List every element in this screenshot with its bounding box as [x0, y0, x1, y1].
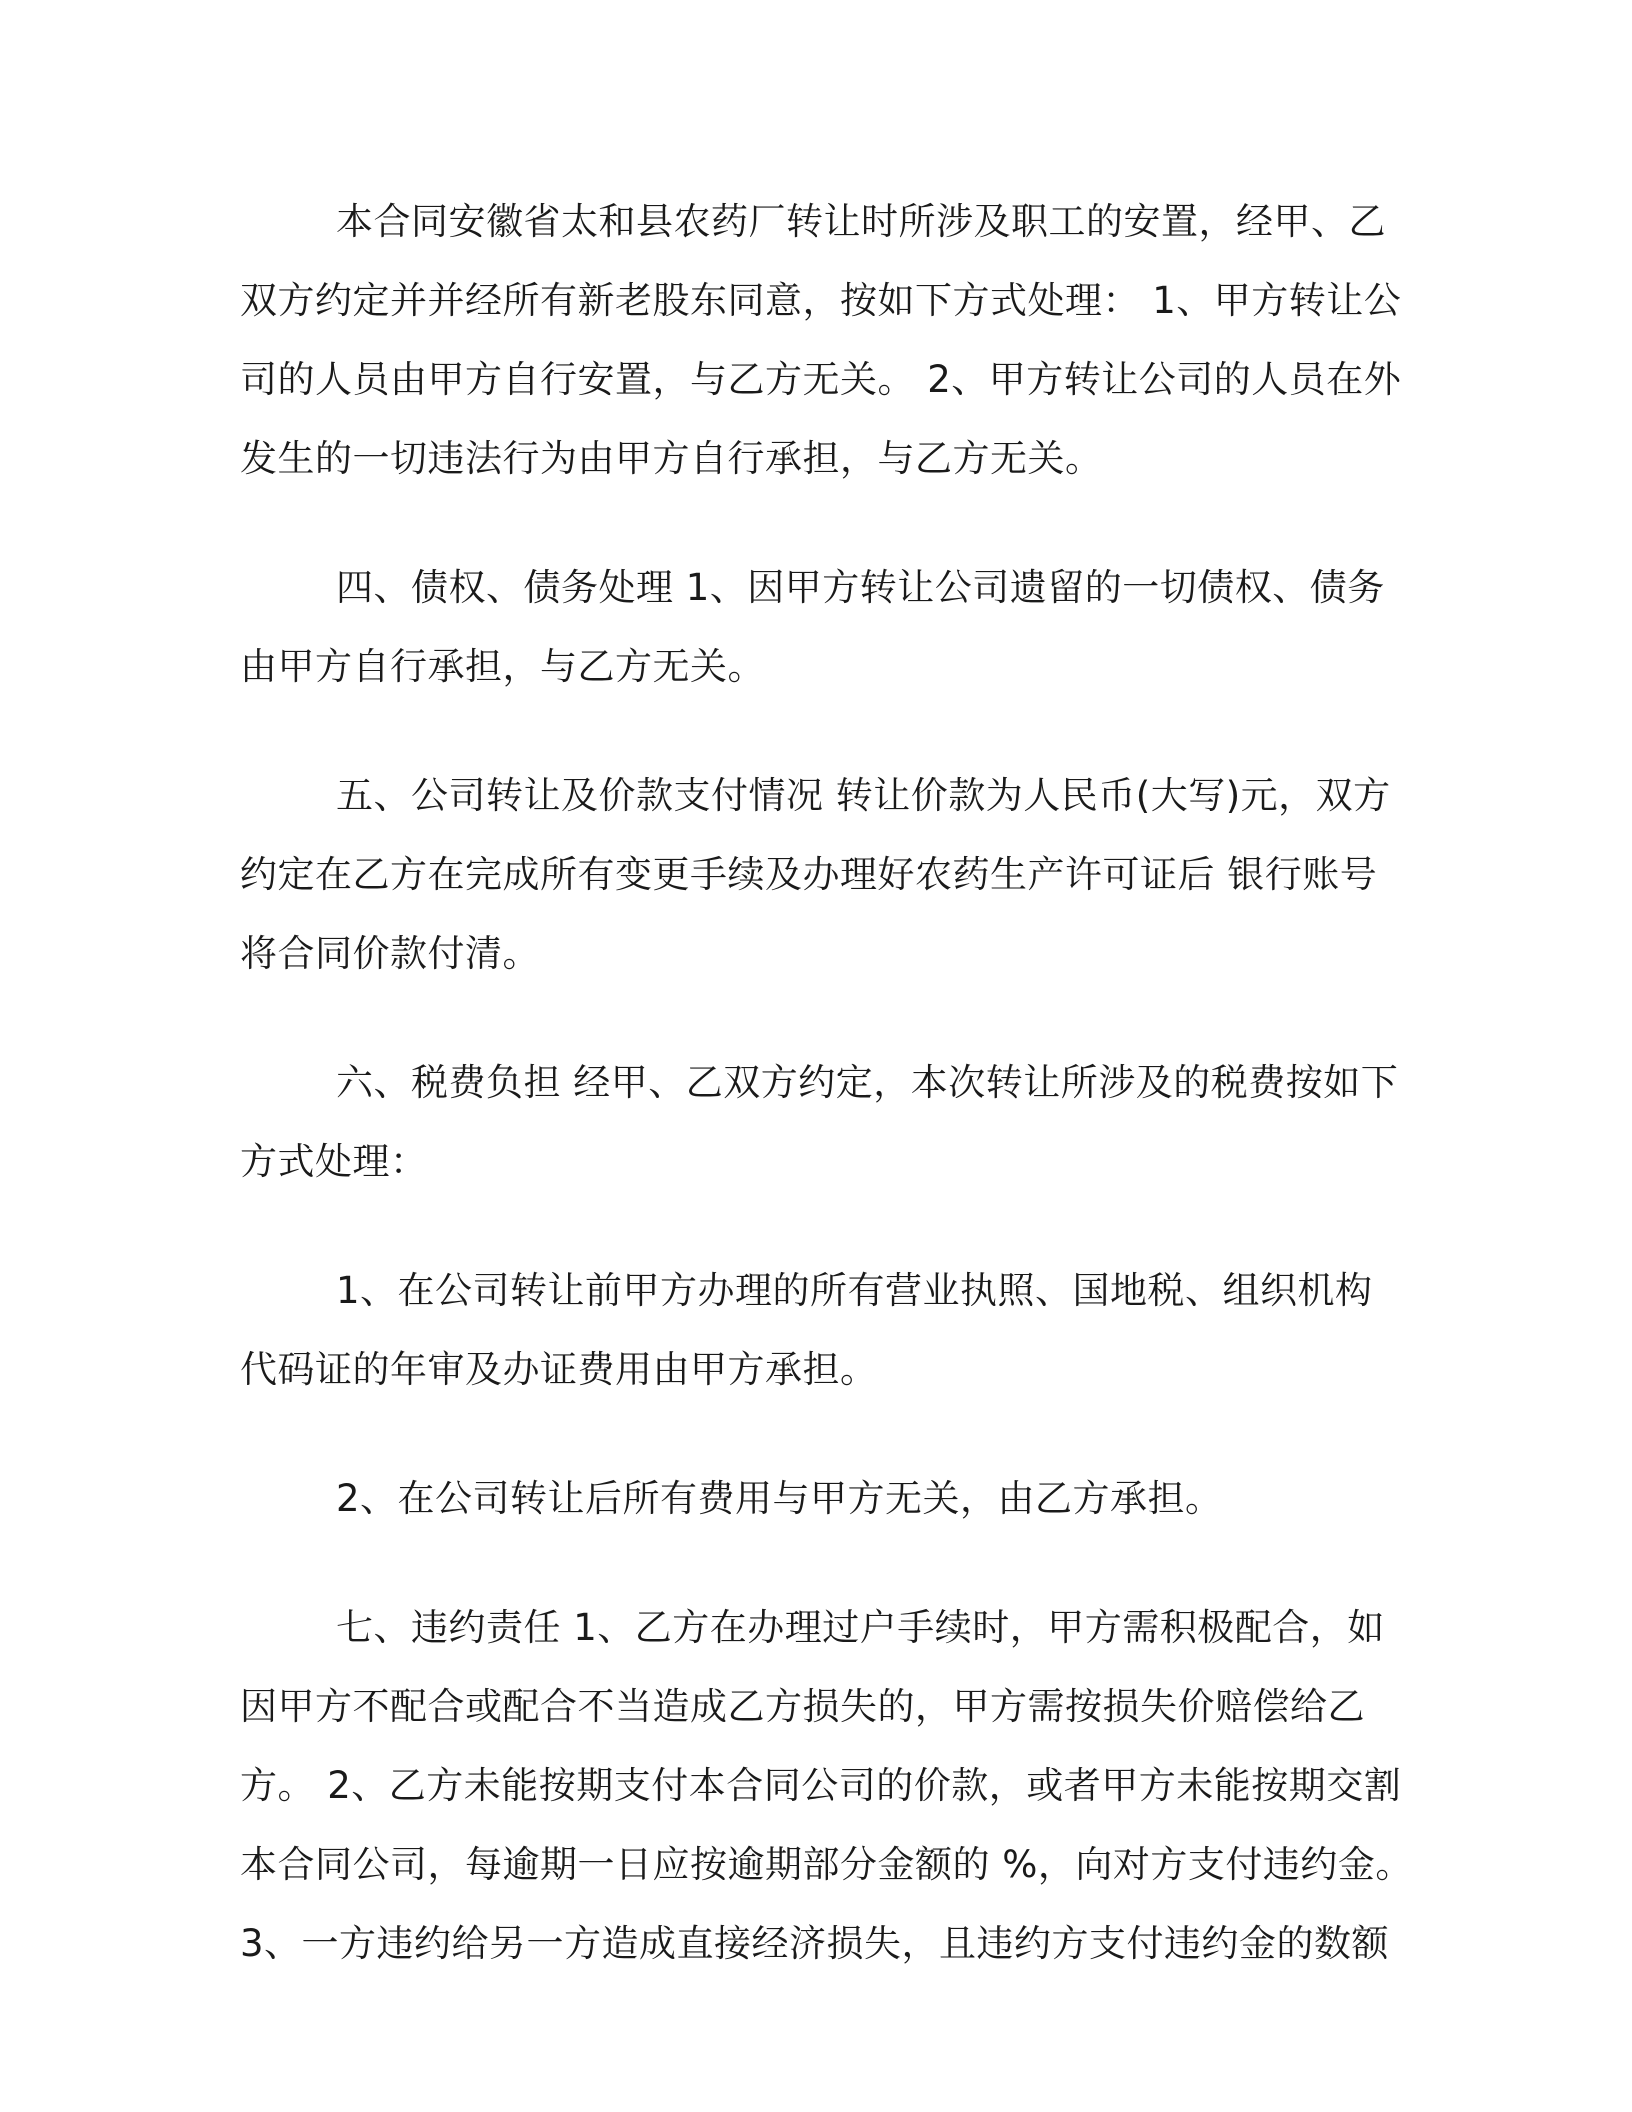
paragraph-breach-liability [240, 1588, 1413, 1983]
paragraph-tax-item-1 [240, 1251, 1392, 1409]
text-line: 本合同安徽省太和县农药厂转让时所涉及职工的安置，经甲、乙 [336, 200, 1386, 243]
paragraph-transfer-payment [240, 756, 1392, 993]
text-line: 约定在乙方在完成所有变更手续及办理好农药生产许可证后 银行账号 [240, 853, 1378, 896]
paragraph-tax-item-2 [240, 1459, 1392, 1538]
text-line: 六、税费负担 经甲、乙双方约定，本次转让所涉及的税费按如下 [336, 1061, 1399, 1104]
text-line: 由甲方自行承担，与乙方无关。 [240, 645, 765, 688]
text-line: 发生的一切违法行为由甲方自行承担，与乙方无关。 [240, 437, 1103, 480]
paragraph-tax-burden [240, 1043, 1399, 1201]
paragraph-gap [240, 993, 1392, 1043]
text-line: 2、在公司转让后所有费用与甲方无关，由乙方承担。 [336, 1477, 1223, 1520]
paragraph-gap [240, 1201, 1392, 1251]
document-body [240, 182, 1413, 1983]
text-line: 七、违约责任 1、乙方在办理过户手续时，甲方需积极配合，如 [336, 1606, 1385, 1649]
text-line: 本合同公司，每逾期一日应按逾期部分金额的 %，向对方支付违约金。 [240, 1843, 1413, 1886]
paragraph-gap [240, 498, 1392, 548]
paragraph-debt-handling [240, 548, 1392, 706]
paragraph-gap [240, 1409, 1392, 1459]
text-line: 将合同价款付清。 [240, 932, 540, 975]
paragraph-gap [240, 706, 1392, 756]
paragraph-staff-placement [240, 182, 1402, 498]
paragraph-gap [240, 1538, 1392, 1588]
text-line: 因甲方不配合或配合不当造成乙方损失的，甲方需按损失价赔偿给乙 [240, 1685, 1365, 1728]
text-line: 3、一方违约给另一方造成直接经济损失，且违约方支付违约金的数额 [240, 1922, 1390, 1965]
text-line: 四、债权、债务处理 1、因甲方转让公司遗留的一切债权、债务 [336, 566, 1385, 609]
text-line: 司的人员由甲方自行安置，与乙方无关。 2、甲方转让公司的人员在外 [240, 358, 1402, 401]
text-line: 五、公司转让及价款支付情况 转让价款为人民币(大写)元，双方 [336, 774, 1391, 817]
text-line: 方。 2、乙方未能按期支付本合同公司的价款，或者甲方未能按期交割 [240, 1764, 1402, 1807]
text-line: 方式处理： [240, 1140, 428, 1183]
text-line: 1、在公司转让前甲方办理的所有营业执照、国地税、组织机构 [336, 1269, 1373, 1312]
text-line: 双方约定并并经所有新老股东同意，按如下方式处理： 1、甲方转让公 [240, 279, 1402, 322]
text-line: 代码证的年审及办证费用由甲方承担。 [240, 1348, 878, 1391]
